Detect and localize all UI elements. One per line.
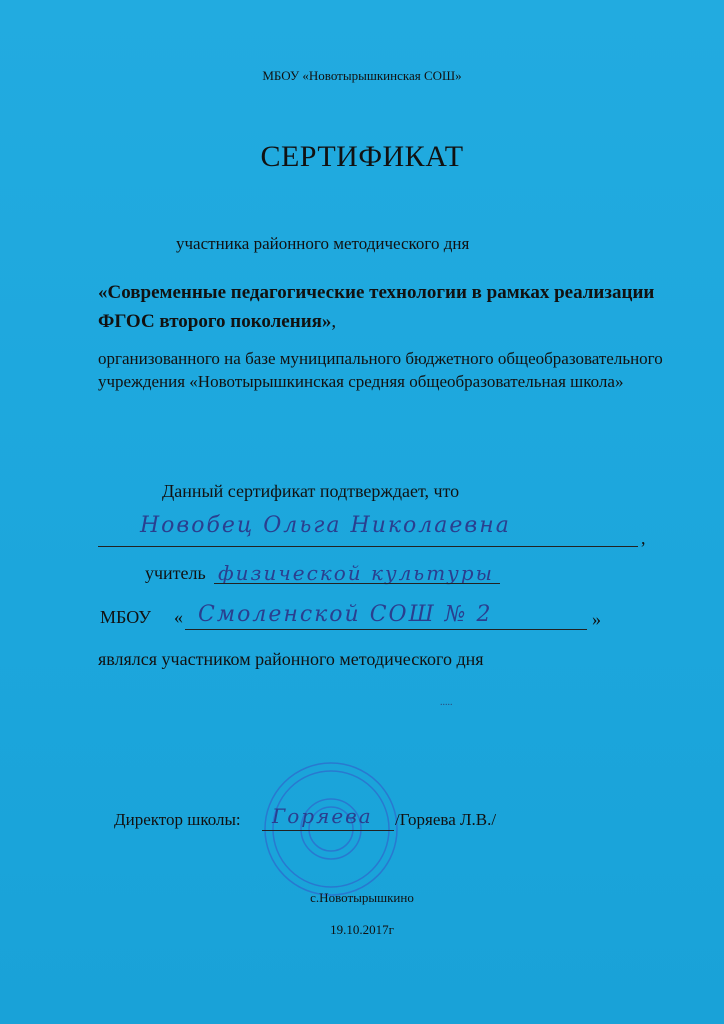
organized-by-text: организованного на базе муниципального бюджетного общеобразовательного учреждения «Новотырышкинская средняя общеобразовательная школа» [98,349,663,391]
event-topic-comma: , [331,311,337,332]
school-close-quote: » [592,609,601,629]
official-stamp [262,760,400,898]
school-name-handwritten: Смоленской СОШ № 2 [198,602,493,627]
director-signature: Горяева [272,804,373,828]
confirm-text: Данный сертификат подтверждает, что [162,481,460,501]
school-open-quote: « [174,607,183,627]
school-label: МБОУ [100,607,151,627]
participant-name-handwritten: Новобец Ольга Николаевна [140,513,511,538]
participant-name-line [98,546,638,547]
footer-city: с.Новотырышкино [310,890,414,905]
teacher-subject-handwritten: физической культуры [218,561,494,585]
event-topic [98,278,698,336]
certificate-subtitle: участника районного методического дня [176,234,470,253]
event-topic-text: «Современные педагогические технологии в рамках реализации ФГОС второго поколения» [98,282,655,332]
participant-comma: , [641,528,646,548]
footer-date: 19.10.2017г [330,922,394,937]
teacher-label: учитель [145,563,206,583]
signature-line [262,830,394,831]
director-name: /Горяева Л.В./ [395,810,497,829]
issuer-school: МБОУ «Новотырышкинская СОШ» [262,68,462,83]
director-label: Директор школы: [114,810,241,829]
certificate-title: СЕРТИФИКАТ [260,140,464,173]
teacher-subject-line [214,583,500,584]
school-name-line [185,629,587,630]
dots-mark: ..... [440,697,453,708]
participation-statement: являлся участником районного методического дня [98,649,484,669]
